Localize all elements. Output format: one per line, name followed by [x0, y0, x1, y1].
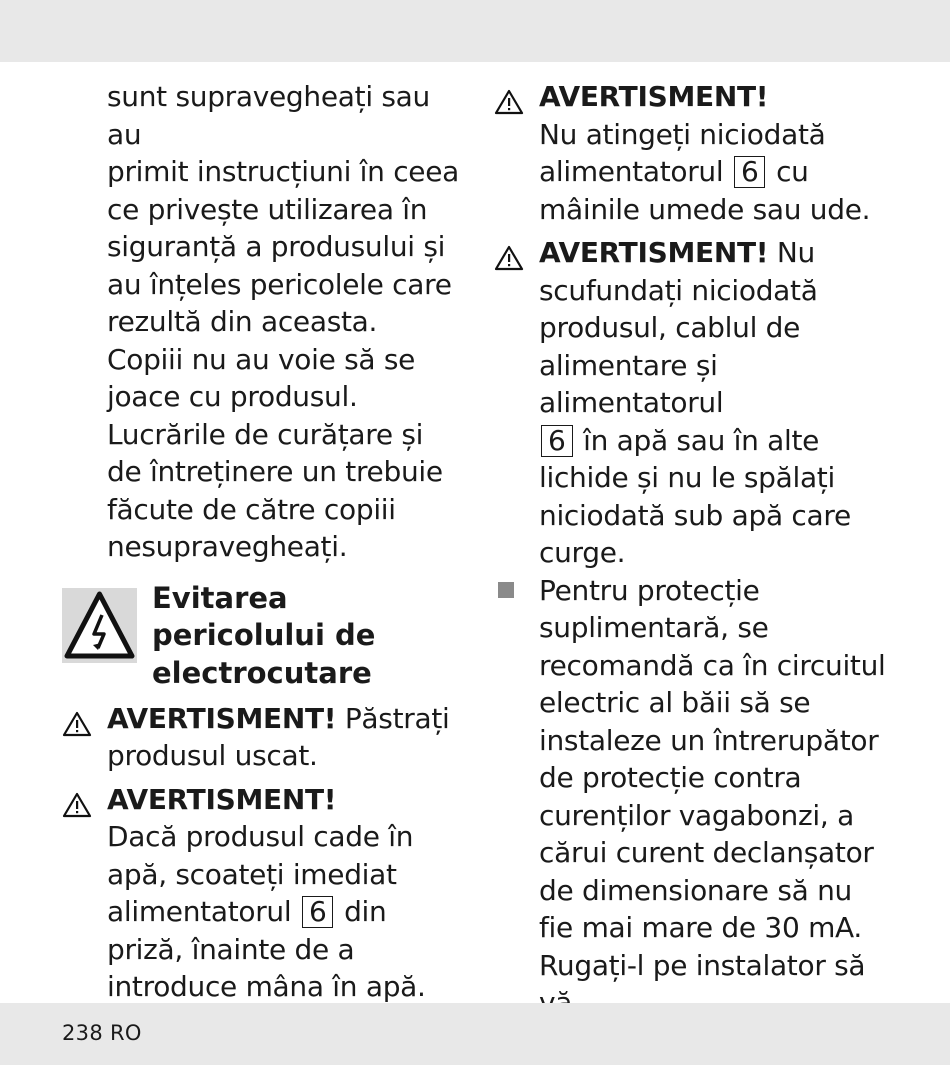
text-line: făcute de către copiii [107, 492, 396, 526]
text-line: sunt supravegheați sau au [107, 80, 430, 151]
bullet-square-icon [498, 582, 514, 598]
warning-line [107, 700, 462, 738]
text-line: Copiii nu au voie să se [107, 342, 416, 376]
warning-label: AVERTISMENT! [107, 701, 337, 735]
right-column [494, 78, 904, 1059]
warning-text: în apă sau în alte [574, 423, 820, 457]
warning-label: AVERTISMENT! [107, 782, 337, 816]
text-line: primit instrucțiuni în ceea [107, 155, 460, 188]
warning-text: alimentatorul [539, 155, 732, 188]
section-title-line: pericolului de [152, 618, 376, 652]
warning-triangle-icon [62, 709, 92, 735]
left-column [62, 78, 462, 1006]
bullet-residual-current [494, 572, 904, 1060]
bullet-line: curenților vagabonzi, a [539, 798, 854, 832]
section-title-line: Evitarea [152, 580, 288, 615]
bottom-band [0, 1003, 950, 1065]
warning-line [539, 153, 904, 191]
warning-label: AVERTISMENT! [539, 236, 769, 269]
text-line: de întreținere un trebuie [107, 455, 443, 488]
bullet-line: de dimensionare să nu [539, 873, 852, 907]
warning-line: introduce mâna în apă. [107, 970, 426, 1003]
warning-line: Dacă produsul cade în [107, 820, 414, 853]
warning-line: lichide și nu le spălați [539, 461, 835, 494]
bullet-line: cărui curent declanșator [539, 836, 874, 869]
warning-text: din [335, 895, 387, 928]
page-number: 238 RO [62, 1021, 142, 1045]
text-line: nesupravegheați. [107, 530, 348, 563]
bullet-line: fie mai mare de 30 mA. [539, 911, 863, 944]
warning-triangle-icon [494, 243, 524, 269]
section-heading-electrocution [62, 580, 462, 700]
text-line: au înțeles pericolele care [107, 267, 452, 301]
intro-paragraph [62, 78, 462, 566]
warning-line: priză, înainte de a [107, 932, 355, 966]
warning-do-not-immerse [494, 234, 904, 572]
part-reference-box: 6 [302, 896, 334, 928]
warning-text: cu [767, 155, 809, 188]
text-line: siguranță a produsului și [107, 230, 446, 263]
warning-line [539, 422, 904, 460]
warning-line [107, 893, 462, 931]
bullet-line: de protecție contra [539, 761, 802, 794]
text-line: Lucrările de curățare și [107, 417, 424, 451]
warning-line: Nu atingeți niciodată [539, 117, 826, 151]
bullet-line: recomandă ca în circuitul [539, 648, 886, 682]
warning-keep-dry [62, 700, 462, 775]
warning-triangle-icon [494, 87, 524, 113]
warning-line: scufundați niciodată [539, 273, 818, 307]
warning-line: produsul, cablul de [539, 311, 801, 344]
part-reference-box: 6 [734, 156, 766, 188]
warning-label: AVERTISMENT! [539, 80, 769, 113]
section-title-line: electrocutare [152, 655, 372, 690]
text-line: rezultă din aceasta. [107, 305, 378, 338]
warning-line: produsul uscat. [107, 739, 318, 772]
bullet-line: Pentru protecție [539, 573, 760, 607]
top-band [0, 0, 950, 62]
warning-text: Păstrați [336, 701, 450, 735]
warning-falls-in-water [62, 781, 462, 1006]
warning-line: niciodată sub apă care [539, 498, 851, 532]
bullet-line: Rugați-l pe instalator să [539, 948, 866, 982]
text-line: joace cu produsul. [107, 380, 358, 413]
bullet-line: electric al băii să se [539, 686, 811, 719]
bullet-line: instaleze un întrerupător [539, 723, 879, 757]
section-title [152, 580, 375, 693]
bullet-line: suplimentară, se [539, 611, 769, 644]
warning-line: apă, scoateți imediat [107, 857, 397, 891]
warning-line: curge. [539, 536, 626, 569]
warning-line: alimentare și alimentatorul [539, 348, 724, 419]
text-line: ce privește utilizarea în [107, 192, 428, 226]
warning-text: alimentatorul [107, 895, 300, 928]
warning-line: mâinile umede sau ude. [539, 192, 871, 226]
electric-hazard-icon [62, 588, 137, 663]
warning-line [539, 234, 904, 272]
warning-triangle-icon [62, 790, 92, 816]
part-reference-box: 6 [541, 425, 573, 457]
warning-wet-hands [494, 78, 904, 228]
warning-text: Nu [768, 236, 815, 269]
